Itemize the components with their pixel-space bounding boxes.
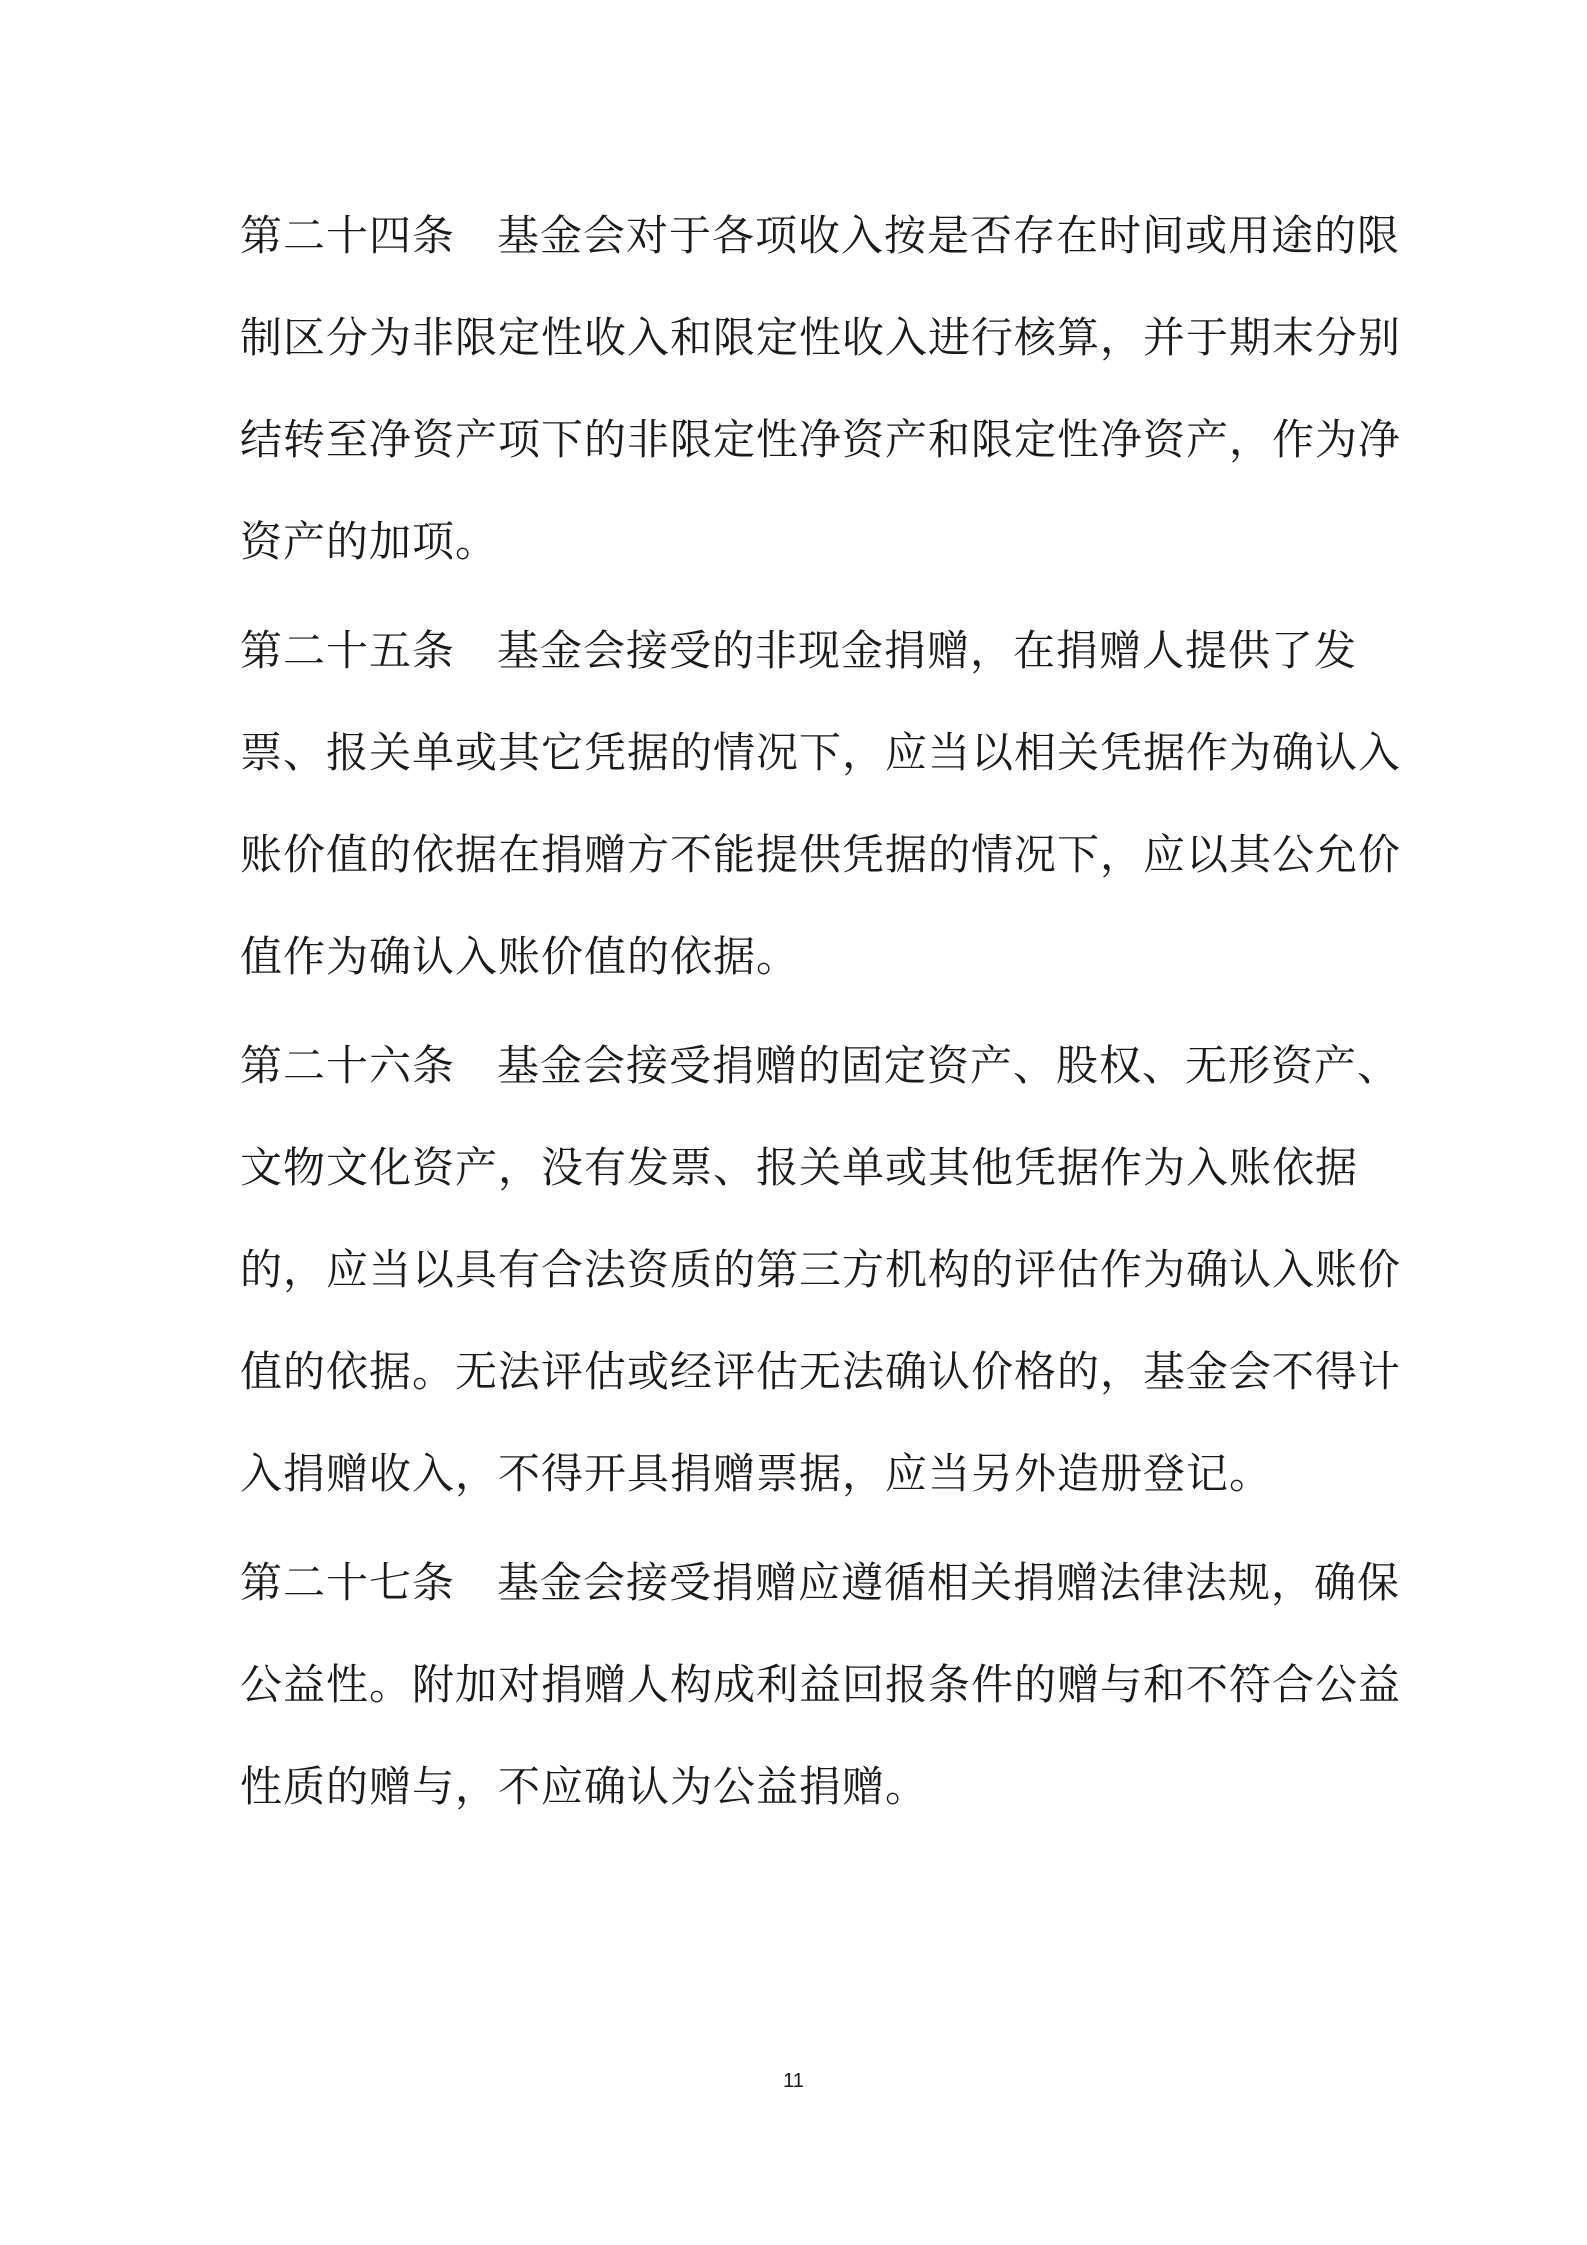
article-text: 基金会对于各项收入按是否存在时间或用途的限制区分为非限定性收入和限定性收入进行核算，并于期末分别结转至净资产项下的非限定性净资产和限定性净资产，作为净资产的加项。 (240, 211, 1402, 566)
article-paragraph (240, 1532, 1440, 1838)
article-label: 第二十五条 (240, 626, 456, 675)
page-number: 11 (783, 2070, 804, 2092)
article-24 (240, 185, 1440, 593)
article-26 (240, 1015, 1440, 1525)
article-paragraph (240, 600, 1440, 1008)
article-text: 基金会接受捐赠的固定资产、股权、无形资产、文物文化资产，没有发票、报关单或其他凭据作为入账依据的，应当以具有合法资质的第三方机构的评估作为确认入账价值的依据。无法评估或经评估无法确认价格的，基金会不得计入捐赠收入，不得开具捐赠票据，应当另外造册登记。 (240, 1041, 1402, 1498)
article-25 (240, 600, 1440, 1008)
article-paragraph (240, 1015, 1440, 1525)
article-paragraph (240, 185, 1440, 593)
article-label: 第二十四条 (240, 211, 456, 260)
article-27 (240, 1532, 1440, 1838)
article-label: 第二十六条 (240, 1041, 456, 1090)
article-label: 第二十七条 (240, 1558, 456, 1607)
article-text: 基金会接受捐赠应遵循相关捐赠法律法规，确保公益性。附加对捐赠人构成利益回报条件的赠与和不符合公益性质的赠与，不应确认为公益捐赠。 (240, 1558, 1402, 1811)
article-text: 基金会接受的非现金捐赠，在捐赠人提供了发票、报关单或其它凭据的情况下，应当以相关凭据作为确认入账价值的依据在捐赠方不能提供凭据的情况下，应以其公允价 值作为确认入账价值的依据。 (240, 626, 1402, 981)
